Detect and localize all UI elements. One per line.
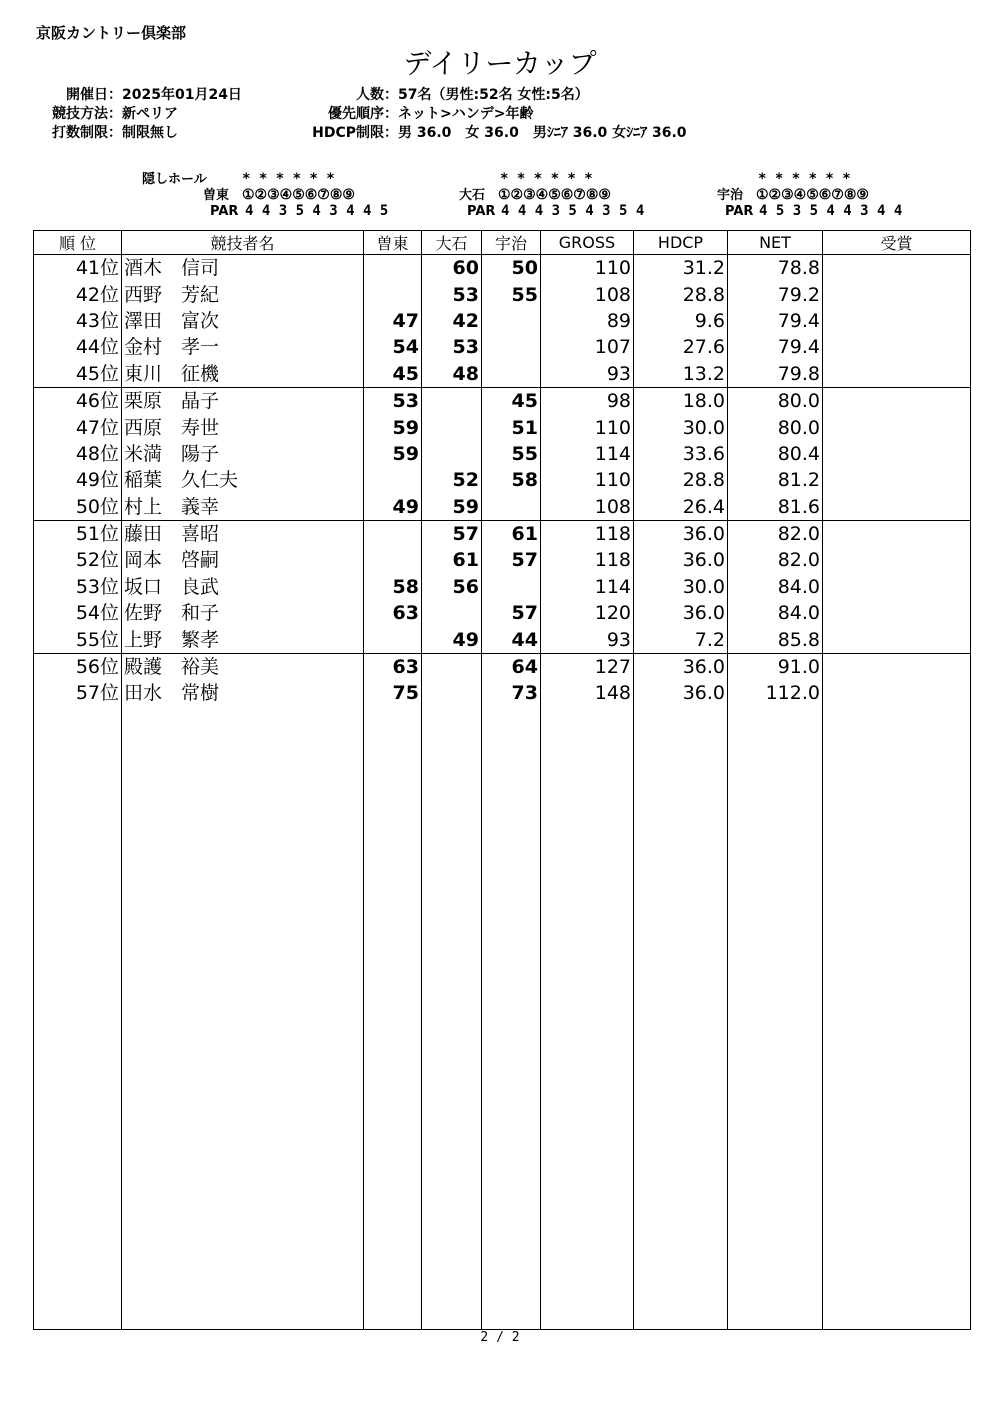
header-soto: 曽東 bbox=[364, 231, 422, 255]
row-uji-score: 64 bbox=[482, 653, 541, 680]
table-row bbox=[34, 441, 971, 467]
row-hdcp: 26.4 bbox=[634, 494, 728, 521]
filler-cell bbox=[823, 707, 971, 1330]
row-soto-score: 54 bbox=[364, 334, 422, 360]
row-net: 81.2 bbox=[728, 467, 823, 493]
filler-cell bbox=[364, 707, 422, 1330]
page-indicator: 2 / 2 bbox=[480, 1330, 520, 1345]
course-soto-stars: * * * * * * bbox=[242, 171, 335, 187]
row-rank: 45位 bbox=[34, 361, 122, 388]
row-net: 91.0 bbox=[728, 653, 823, 680]
limit-value: 制限無し bbox=[122, 125, 178, 141]
row-net: 82.0 bbox=[728, 547, 823, 573]
row-gross: 98 bbox=[541, 387, 634, 414]
course-soto-name: 曽東 bbox=[203, 188, 230, 203]
row-net: 79.4 bbox=[728, 334, 823, 360]
row-uji-score bbox=[482, 334, 541, 360]
row-name: 殿護 裕美 bbox=[122, 653, 364, 680]
row-oishi-score: 52 bbox=[422, 467, 482, 493]
row-net: 79.4 bbox=[728, 308, 823, 334]
hidden-holes-label: 隠しホール bbox=[142, 172, 207, 187]
table-header-row bbox=[34, 231, 971, 255]
row-soto-score: 58 bbox=[364, 574, 422, 600]
row-soto-score: 75 bbox=[364, 680, 422, 706]
row-award bbox=[823, 680, 971, 706]
course-soto-par: 4 4 3 5 4 3 4 4 5 bbox=[245, 203, 389, 219]
row-net: 80.0 bbox=[728, 387, 823, 414]
header-rank: 順 位 bbox=[34, 231, 122, 255]
row-hdcp: 30.0 bbox=[634, 574, 728, 600]
row-gross: 110 bbox=[541, 255, 634, 282]
course-uji-stars: * * * * * * bbox=[758, 171, 851, 187]
row-oishi-score: 57 bbox=[422, 520, 482, 547]
row-name: 東川 征機 bbox=[122, 361, 364, 388]
row-hdcp: 36.0 bbox=[634, 547, 728, 573]
row-soto-score bbox=[364, 281, 422, 307]
row-name: 田水 常樹 bbox=[122, 680, 364, 706]
row-award bbox=[823, 653, 971, 680]
course-soto-par-label: PAR bbox=[210, 204, 239, 219]
row-hdcp: 27.6 bbox=[634, 334, 728, 360]
row-hdcp: 36.0 bbox=[634, 653, 728, 680]
row-hdcp: 28.8 bbox=[634, 467, 728, 493]
header-uji: 宇治 bbox=[482, 231, 541, 255]
row-name: 米満 陽子 bbox=[122, 441, 364, 467]
row-gross: 93 bbox=[541, 626, 634, 653]
row-soto-score: 59 bbox=[364, 414, 422, 440]
row-name: 坂口 良武 bbox=[122, 574, 364, 600]
row-hdcp: 31.2 bbox=[634, 255, 728, 282]
row-oishi-score bbox=[422, 441, 482, 467]
row-name: 西野 芳紀 bbox=[122, 281, 364, 307]
row-hdcp: 36.0 bbox=[634, 600, 728, 626]
course-uji-par-label: PAR bbox=[725, 204, 754, 219]
row-soto-score: 63 bbox=[364, 653, 422, 680]
row-soto-score: 47 bbox=[364, 308, 422, 334]
row-hdcp: 28.8 bbox=[634, 281, 728, 307]
row-hdcp: 36.0 bbox=[634, 520, 728, 547]
info-right bbox=[300, 86, 687, 143]
table-row bbox=[34, 334, 971, 360]
row-oishi-score bbox=[422, 387, 482, 414]
row-oishi-score bbox=[422, 680, 482, 706]
course-oishi-name: 大石 bbox=[459, 188, 486, 203]
header-award: 受賞 bbox=[823, 231, 971, 255]
row-oishi-score: 59 bbox=[422, 494, 482, 521]
row-hdcp: 13.2 bbox=[634, 361, 728, 388]
row-award bbox=[823, 281, 971, 307]
row-name: 藤田 喜昭 bbox=[122, 520, 364, 547]
row-soto-score bbox=[364, 626, 422, 653]
row-gross: 148 bbox=[541, 680, 634, 706]
filler-cell bbox=[34, 707, 122, 1330]
row-net: 84.0 bbox=[728, 600, 823, 626]
table-row bbox=[34, 574, 971, 600]
row-gross: 108 bbox=[541, 494, 634, 521]
row-soto-score: 63 bbox=[364, 600, 422, 626]
row-oishi-score: 42 bbox=[422, 308, 482, 334]
row-uji-score: 57 bbox=[482, 547, 541, 573]
row-gross: 127 bbox=[541, 653, 634, 680]
row-net: 79.2 bbox=[728, 281, 823, 307]
hdcp-label: HDCP制限： bbox=[312, 125, 398, 141]
course-uji-par: 4 5 3 5 4 4 3 4 4 bbox=[759, 203, 903, 219]
row-oishi-score: 49 bbox=[422, 626, 482, 653]
header-hdcp: HDCP bbox=[634, 231, 728, 255]
course-uji-holes: ①②③④⑤⑥⑦⑧⑨ bbox=[756, 187, 869, 203]
limit-label: 打数制限： bbox=[52, 125, 122, 141]
course-oishi-stars: * * * * * * bbox=[500, 171, 593, 187]
row-rank: 41位 bbox=[34, 255, 122, 282]
row-uji-score bbox=[482, 361, 541, 388]
row-gross: 120 bbox=[541, 600, 634, 626]
course-oishi-par: 4 4 4 3 5 4 3 5 4 bbox=[501, 203, 645, 219]
row-rank: 55位 bbox=[34, 626, 122, 653]
row-gross: 118 bbox=[541, 520, 634, 547]
row-rank: 53位 bbox=[34, 574, 122, 600]
row-soto-score: 45 bbox=[364, 361, 422, 388]
row-rank: 44位 bbox=[34, 334, 122, 360]
filler-cell bbox=[122, 707, 364, 1330]
filler-cell bbox=[482, 707, 541, 1330]
row-uji-score: 55 bbox=[482, 441, 541, 467]
table-body bbox=[34, 255, 971, 1330]
course-soto-holes: ①②③④⑤⑥⑦⑧⑨ bbox=[242, 187, 355, 203]
row-oishi-score bbox=[422, 414, 482, 440]
info-left bbox=[40, 86, 242, 143]
row-net: 81.6 bbox=[728, 494, 823, 521]
row-soto-score bbox=[364, 547, 422, 573]
row-uji-score: 44 bbox=[482, 626, 541, 653]
method-value: 新ペリア bbox=[122, 106, 178, 122]
table-row bbox=[34, 414, 971, 440]
row-hdcp: 33.6 bbox=[634, 441, 728, 467]
row-award bbox=[823, 547, 971, 573]
row-uji-score: 57 bbox=[482, 600, 541, 626]
row-award bbox=[823, 574, 971, 600]
table-row bbox=[34, 653, 971, 680]
row-rank: 47位 bbox=[34, 414, 122, 440]
row-award bbox=[823, 255, 971, 282]
row-award bbox=[823, 361, 971, 388]
table-row bbox=[34, 255, 971, 282]
results-table bbox=[33, 230, 971, 1330]
row-award bbox=[823, 414, 971, 440]
row-uji-score: 73 bbox=[482, 680, 541, 706]
row-oishi-score bbox=[422, 653, 482, 680]
players-label: 人数： bbox=[356, 87, 398, 103]
filler-cell bbox=[422, 707, 482, 1330]
row-rank: 48位 bbox=[34, 441, 122, 467]
row-rank: 46位 bbox=[34, 387, 122, 414]
filler-cell bbox=[541, 707, 634, 1330]
row-hdcp: 36.0 bbox=[634, 680, 728, 706]
row-gross: 118 bbox=[541, 547, 634, 573]
row-rank: 54位 bbox=[34, 600, 122, 626]
row-oishi-score: 60 bbox=[422, 255, 482, 282]
row-net: 84.0 bbox=[728, 574, 823, 600]
filler-cell bbox=[728, 707, 823, 1330]
table-row bbox=[34, 494, 971, 521]
row-award bbox=[823, 308, 971, 334]
row-soto-score: 49 bbox=[364, 494, 422, 521]
hdcp-value: 男 36.0 女 36.0 男ｼﾆｱ 36.0 女ｼﾆｱ 36.0 bbox=[398, 125, 687, 141]
row-gross: 93 bbox=[541, 361, 634, 388]
table-row bbox=[34, 600, 971, 626]
header-name: 競技者名 bbox=[122, 231, 364, 255]
row-net: 79.8 bbox=[728, 361, 823, 388]
row-oishi-score: 48 bbox=[422, 361, 482, 388]
row-rank: 49位 bbox=[34, 467, 122, 493]
row-award bbox=[823, 494, 971, 521]
row-gross: 114 bbox=[541, 441, 634, 467]
row-rank: 52位 bbox=[34, 547, 122, 573]
row-name: 上野 繁孝 bbox=[122, 626, 364, 653]
row-award bbox=[823, 387, 971, 414]
method-label: 競技方法： bbox=[52, 106, 122, 122]
row-name: 佐野 和子 bbox=[122, 600, 364, 626]
row-oishi-score: 61 bbox=[422, 547, 482, 573]
row-hdcp: 7.2 bbox=[634, 626, 728, 653]
row-oishi-score: 53 bbox=[422, 281, 482, 307]
row-soto-score: 53 bbox=[364, 387, 422, 414]
row-award bbox=[823, 441, 971, 467]
row-gross: 89 bbox=[541, 308, 634, 334]
table-row bbox=[34, 281, 971, 307]
header-net: NET bbox=[728, 231, 823, 255]
table-row bbox=[34, 680, 971, 706]
row-uji-score bbox=[482, 308, 541, 334]
row-oishi-score: 56 bbox=[422, 574, 482, 600]
row-name: 栗原 晶子 bbox=[122, 387, 364, 414]
row-uji-score: 51 bbox=[482, 414, 541, 440]
row-uji-score: 55 bbox=[482, 281, 541, 307]
row-award bbox=[823, 467, 971, 493]
row-rank: 43位 bbox=[34, 308, 122, 334]
row-soto-score bbox=[364, 467, 422, 493]
row-rank: 51位 bbox=[34, 520, 122, 547]
row-name: 稲葉 久仁夫 bbox=[122, 467, 364, 493]
row-net: 78.8 bbox=[728, 255, 823, 282]
row-net: 80.0 bbox=[728, 414, 823, 440]
row-uji-score bbox=[482, 574, 541, 600]
header-gross: GROSS bbox=[541, 231, 634, 255]
row-gross: 110 bbox=[541, 414, 634, 440]
priority-label: 優先順序： bbox=[328, 106, 398, 122]
priority-value: ネット>ハンデ>年齢 bbox=[398, 106, 534, 122]
row-rank: 50位 bbox=[34, 494, 122, 521]
filler-cell bbox=[634, 707, 728, 1330]
row-award bbox=[823, 626, 971, 653]
row-hdcp: 18.0 bbox=[634, 387, 728, 414]
row-award bbox=[823, 520, 971, 547]
row-uji-score bbox=[482, 494, 541, 521]
table-row bbox=[34, 308, 971, 334]
row-name: 岡本 啓嗣 bbox=[122, 547, 364, 573]
row-net: 82.0 bbox=[728, 520, 823, 547]
row-net: 85.8 bbox=[728, 626, 823, 653]
row-net: 80.4 bbox=[728, 441, 823, 467]
row-rank: 42位 bbox=[34, 281, 122, 307]
row-rank: 56位 bbox=[34, 653, 122, 680]
row-soto-score: 59 bbox=[364, 441, 422, 467]
row-name: 金村 孝一 bbox=[122, 334, 364, 360]
row-gross: 114 bbox=[541, 574, 634, 600]
row-name: 西原 寿世 bbox=[122, 414, 364, 440]
table-row bbox=[34, 547, 971, 573]
row-name: 酒木 信司 bbox=[122, 255, 364, 282]
players-value: 57名（男性:52名 女性:5名） bbox=[398, 87, 589, 103]
row-gross: 108 bbox=[541, 281, 634, 307]
course-oishi-holes: ①②③④⑤⑥⑦⑧⑨ bbox=[498, 187, 611, 203]
course-oishi-par-label: PAR bbox=[467, 204, 496, 219]
date-label: 開催日： bbox=[66, 87, 122, 103]
row-gross: 107 bbox=[541, 334, 634, 360]
row-soto-score bbox=[364, 520, 422, 547]
table-row bbox=[34, 361, 971, 388]
row-uji-score: 61 bbox=[482, 520, 541, 547]
table-row bbox=[34, 467, 971, 493]
row-hdcp: 9.6 bbox=[634, 308, 728, 334]
row-oishi-score bbox=[422, 600, 482, 626]
row-award bbox=[823, 600, 971, 626]
date-value: 2025年01月24日 bbox=[122, 87, 242, 103]
row-uji-score: 50 bbox=[482, 255, 541, 282]
row-award bbox=[823, 334, 971, 360]
row-net: 112.0 bbox=[728, 680, 823, 706]
row-uji-score: 58 bbox=[482, 467, 541, 493]
header-oishi: 大石 bbox=[422, 231, 482, 255]
course-uji-name: 宇治 bbox=[717, 188, 744, 203]
row-uji-score: 45 bbox=[482, 387, 541, 414]
page-title: デイリーカップ bbox=[403, 47, 597, 80]
row-rank: 57位 bbox=[34, 680, 122, 706]
row-name: 村上 義幸 bbox=[122, 494, 364, 521]
row-soto-score bbox=[364, 255, 422, 282]
table-row bbox=[34, 626, 971, 653]
club-name: 京阪カントリー倶楽部 bbox=[36, 24, 187, 42]
row-name: 澤田 富次 bbox=[122, 308, 364, 334]
row-hdcp: 30.0 bbox=[634, 414, 728, 440]
table-row bbox=[34, 520, 971, 547]
table-filler-row bbox=[34, 707, 971, 1330]
table-row bbox=[34, 387, 971, 414]
row-oishi-score: 53 bbox=[422, 334, 482, 360]
row-gross: 110 bbox=[541, 467, 634, 493]
